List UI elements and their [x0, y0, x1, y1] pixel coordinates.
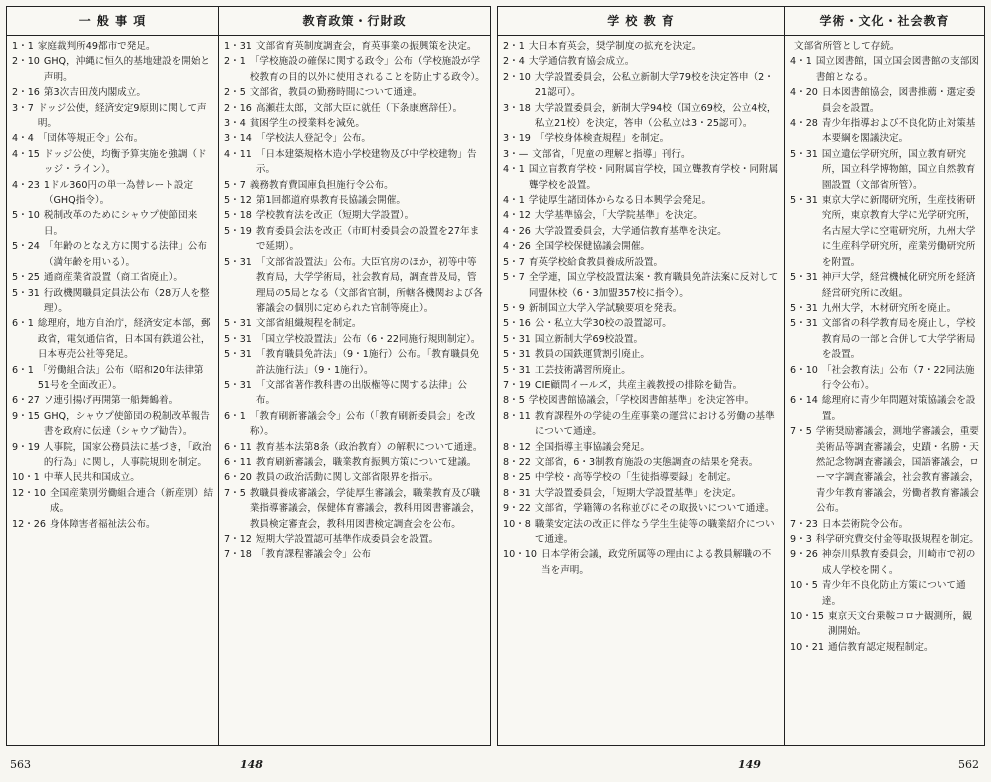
- chronology-entry: [12, 270, 214, 285]
- entry-text: 「年齢のとなえ方に関する法律」公布（満年齢を用いる）。: [43, 241, 207, 268]
- entry-date: 8・25: [503, 472, 531, 484]
- chronology-entry: [503, 70, 780, 101]
- entry-date: 10・5: [790, 580, 818, 592]
- entry-date: 9・19: [12, 441, 40, 453]
- entry-text: ドッジ公使，経済安定9原則に関して声明。: [37, 102, 207, 130]
- entry-date: 5・31: [224, 333, 252, 345]
- entry-text: 日本芸術院令公布。: [821, 518, 909, 530]
- entry-text: 1ドル360円の単一為替レート設定（GHQ指令）。: [43, 179, 194, 207]
- entry-date: 5・16: [503, 318, 531, 330]
- entry-text: 文部省，6・3制教育施設の実態調査の結果を発表。: [534, 456, 759, 468]
- entry-date: 6・1: [12, 364, 34, 376]
- left-page: [6, 6, 491, 746]
- entry-text: 職業安定法の改正に伴なう学生生徒等の職業紹介について通達。: [534, 518, 775, 545]
- entry-date: 5・31: [12, 287, 40, 299]
- chronology-entry: [503, 316, 780, 331]
- page-number: 148: [240, 758, 263, 771]
- entry-date: 5・18: [224, 210, 252, 222]
- chronology-entry: [503, 54, 780, 69]
- entry-text: 教育委員会法を改正（市町村委員会の設置を27年まで延期）。: [255, 225, 480, 253]
- entry-text: 大学設置委員会，公私立新制大学79校を決定答申（2・21認可）。: [534, 71, 774, 99]
- entry-text: 国立図書館，国立国会図書館の支部図書館となる。: [815, 56, 979, 83]
- entry-date: 9・22: [503, 503, 531, 515]
- entry-date: 9・15: [12, 410, 40, 422]
- entry-date: 5・9: [503, 302, 525, 314]
- entry-date: 5・7: [503, 256, 525, 268]
- entry-date: 4・1: [503, 164, 525, 176]
- entry-list: [785, 36, 984, 655]
- entry-date: 8・31: [503, 487, 531, 499]
- entry-text: 新制国立大学入学試験要項を発表。: [528, 302, 683, 314]
- entry-date: 8・5: [503, 395, 525, 407]
- entry-list: [7, 36, 218, 532]
- entry-date: 4・15: [12, 148, 40, 160]
- entry-text: 総理府に青少年問題対策協議会を設置。: [821, 395, 976, 422]
- entry-date: 3・18: [503, 102, 531, 114]
- entry-text: CIE顧問イールズ，共産主義教授の排除を勧告。: [534, 379, 743, 391]
- entry-text: 公・私立大学30校の設置認可。: [534, 318, 672, 330]
- entry-date: 3・14: [224, 133, 252, 145]
- chronology-entry: [224, 208, 486, 223]
- chronology-entry: [790, 393, 980, 424]
- entry-date: 4・12: [503, 210, 531, 222]
- chronology-entry: [12, 363, 214, 394]
- entry-text: 教育基本法第8条（政治教育）の解釈について通達。: [255, 441, 483, 453]
- entry-date: 7・23: [790, 518, 818, 530]
- entry-date: 5・31: [224, 318, 252, 330]
- chronology-entry: [224, 255, 486, 317]
- chronology-entry: [503, 501, 780, 516]
- entry-text: 国立新制大学69校設置。: [534, 333, 644, 345]
- entry-date: 4・20: [790, 87, 818, 99]
- entry-text: 文部省組織規程を制定。: [255, 318, 362, 330]
- chronology-entry: [12, 54, 214, 85]
- entry-date: 5・31: [224, 256, 252, 268]
- entry-text: 文部省，教員の勤務時間について通達。: [249, 87, 423, 99]
- entry-date: 4・1: [503, 195, 525, 207]
- entry-text: 「学校法人登記令」公布。: [255, 133, 372, 145]
- entry-date: 9・3: [790, 534, 812, 545]
- entry-date: 4・1: [790, 56, 812, 68]
- entry-text: 教職員養成審議会，学徒厚生審議会，職業教育及び職業指導審議会，保健体育審議会，教科用図書審議会，教員検定審査会，教科用図書検定調査会を公布。: [249, 487, 481, 530]
- entry-date: 10・15: [790, 611, 825, 623]
- chronology-entry: [790, 424, 980, 516]
- entry-date: 6・11: [224, 456, 252, 468]
- chronology-entry: [224, 193, 486, 208]
- entry-date: 5・25: [12, 272, 40, 284]
- entry-text: ドッジ公使，均衡予算実施を強調（ドッジ・ライン）。: [43, 148, 207, 176]
- chronology-entry: [224, 39, 486, 54]
- entry-text: 「団体等規正令」公布。: [37, 133, 144, 145]
- chronology-entry: [503, 393, 780, 408]
- entry-text: 神奈川県教育委員会，川崎市で初の成人学校を開く。: [821, 549, 976, 576]
- chronology-entry: [503, 455, 780, 470]
- entry-date: 7・12: [224, 534, 252, 545]
- entry-date: 7・19: [503, 379, 531, 391]
- entry-date: 5・19: [224, 225, 252, 237]
- entry-date: 7・5: [790, 426, 812, 438]
- entry-text: 文部省の科学教育局を廃止し，学校教育局の一部と合併して大学学術局を設置。: [821, 318, 976, 361]
- chronology-entry: [503, 332, 780, 347]
- chronology-entry: [503, 301, 780, 316]
- chronology-entry: [503, 147, 780, 162]
- chronology-entry: [503, 470, 780, 485]
- entry-text: 第1回都道府県教育長協議会開催。: [255, 195, 406, 207]
- entry-text: 大日本育英会，奨学制度の拡充を決定。: [528, 41, 702, 52]
- chronology-entry: [12, 208, 214, 239]
- entry-text: 大学通信教育協会成立。: [528, 56, 635, 68]
- entry-text: 「学校身体検査規程」を制定。: [534, 133, 670, 145]
- entry-date: 10・8: [503, 518, 531, 530]
- entry-list: [219, 36, 490, 563]
- entry-text: 青少年不良化防止方策について通達。: [821, 580, 966, 607]
- entry-text: 「学校施設の確保に関する政令」公布（学校施設が学校教育の目的以外に使用されることを防止する政令）。: [249, 56, 485, 83]
- entry-date: 5・31: [503, 364, 531, 376]
- chronology-entry: [12, 316, 214, 362]
- entry-text: 大学設置委員会，大学通信教育基準を決定。: [534, 225, 727, 237]
- entry-date: 6・27: [12, 395, 40, 407]
- entry-text: 全国指導主事協議会発足。: [534, 441, 651, 453]
- entry-date: 5・10: [12, 210, 40, 222]
- chronology-entry: [503, 39, 780, 54]
- chronology-entry: [224, 131, 486, 146]
- page-number: 562: [958, 758, 979, 771]
- entry-date: 1・31: [224, 41, 252, 52]
- chronology-entry: [224, 347, 486, 378]
- general-affairs-column: [7, 7, 218, 745]
- entry-date: 5・31: [790, 272, 818, 284]
- entry-text: 大学基準協会，「大学院基準」を決定。: [534, 210, 703, 222]
- entry-date: 5・12: [224, 195, 252, 207]
- entry-date: 8・22: [503, 456, 531, 468]
- entry-text: 身体障害者福祉法公布。: [50, 518, 156, 530]
- entry-text: 日本学術会議，政党所属等の理由による教員解職の不当を声明。: [541, 549, 772, 576]
- culture-social-education-column: [784, 7, 984, 745]
- entry-date: 5・7: [503, 272, 525, 284]
- entry-date: 5・7: [224, 179, 246, 191]
- chronology-entry: [224, 409, 486, 440]
- entry-date: 5・31: [224, 379, 252, 391]
- chronology-entry: [224, 178, 486, 193]
- entry-text: 育英学校給食教員養成所設置。: [528, 256, 664, 268]
- entry-date: 4・4: [12, 133, 34, 145]
- entry-date: 3・7: [12, 102, 34, 114]
- chronology-entry: [224, 316, 486, 331]
- chronology-entry: [12, 85, 214, 100]
- entry-text: GHQ，シャウプ使節団の税制改革報告書を政府に伝達（シャウプ勧告）。: [43, 410, 210, 438]
- chronology-entry: [790, 193, 980, 270]
- entry-text: 通信教育認定規程制定。: [828, 641, 934, 653]
- entry-text: 教育刷新審議会，職業教育振興方策について建議。: [255, 456, 477, 468]
- chronology-entry: [12, 486, 214, 517]
- school-education-column: [498, 7, 784, 745]
- column-header: 一 般 事 項: [7, 7, 218, 36]
- chronology-entry: [224, 378, 486, 409]
- chronology-entry: [224, 440, 486, 455]
- chronology-entry: [503, 208, 780, 223]
- entry-date: 3・—: [503, 148, 529, 160]
- chronology-entry: [790, 517, 980, 532]
- chronology-entry: [224, 332, 486, 347]
- chronology-entry: [12, 178, 214, 209]
- entry-date: 6・11: [224, 441, 252, 453]
- entry-date: 7・5: [224, 487, 246, 499]
- entry-date: 9・26: [790, 549, 818, 561]
- entry-text: 第3次吉田茂内閣成立。: [43, 87, 146, 99]
- chronology-entry: [790, 316, 980, 362]
- entry-text: 青少年指導および不良化防止対策基本要綱を閣議決定。: [821, 118, 976, 145]
- chronology-entry: [790, 532, 980, 547]
- entry-date: 4・26: [503, 241, 531, 253]
- chronology-entry: [503, 193, 780, 208]
- entry-text: 学術奨励審議会，測地学審議会，重要美術品等調査審議会，史蹟・名勝・天然記念物調査審議会，国語審議会，ローマ字調査審議会，社会教育審議会，青少年教育審議会，労働者教育審議会公布。: [815, 426, 979, 515]
- chronology-entry: [503, 440, 780, 455]
- entry-text: 通商産業省設置（商工省廃止）。: [43, 272, 184, 284]
- chronology-entry: [503, 409, 780, 440]
- chronology-entry: [790, 116, 980, 147]
- entry-date: 6・1: [12, 318, 34, 330]
- entry-text: 学校図書館協議会，「学校図書館基準」を決定答申。: [528, 395, 755, 407]
- entry-date: 2・10: [12, 56, 40, 68]
- chronology-entry: [224, 486, 486, 532]
- chronology-entry: [12, 286, 214, 317]
- chronology-entry: [503, 101, 780, 132]
- chronology-entry: [12, 101, 214, 132]
- chronology-entry: [12, 393, 214, 408]
- entry-text: 大学設置委員会，新制大学94校（国立69校，公立4校，私立21校）を決定，答申（公私立は3・25認可）。: [534, 102, 777, 130]
- page-number: 563: [10, 758, 31, 771]
- entry-text: 家庭裁判所49都市で発足。: [37, 41, 156, 52]
- entry-date: 2・16: [12, 87, 40, 99]
- entry-text: 全国産業別労働組合連合（新産別）結成。: [50, 487, 214, 515]
- chronology-entry: [503, 517, 780, 548]
- chronology-entry: [790, 301, 980, 316]
- entry-date: 2・5: [224, 87, 246, 99]
- entry-date: 4・23: [12, 179, 40, 191]
- entry-date: 10・10: [503, 549, 538, 561]
- chronology-entry: [12, 517, 214, 532]
- column-header: 学 校 教 育: [498, 7, 784, 36]
- entry-date: 10・1: [12, 472, 40, 484]
- entry-text: 日本図書館協会，図書推薦・選定委員会を設置。: [821, 87, 976, 114]
- chronology-entry: [790, 147, 980, 193]
- entry-text: 文部省，「児童の理解と指導」刊行。: [532, 148, 691, 160]
- chronology-entry: [224, 147, 486, 178]
- entry-text: 文部省，学籍簿の名称並びにその取扱いについて通達。: [534, 503, 775, 515]
- entry-date: 4・28: [790, 118, 818, 130]
- chronology-entry: [790, 363, 980, 394]
- entry-text: 短期大学設置認可基準作成委員会を設置。: [255, 534, 439, 545]
- chronology-entry: [224, 85, 486, 100]
- chronology-entry: [224, 101, 486, 116]
- chronology-entry: [12, 440, 214, 471]
- chronology-entry: [224, 532, 486, 547]
- entry-text: 学徒厚生諸団体からなる日本興学会発足。: [528, 195, 712, 207]
- entry-date: 1・1: [12, 41, 34, 52]
- education-policy-column: [218, 7, 490, 745]
- entry-text: 教員の政治活動に関し文部省限界を指示。: [255, 472, 439, 484]
- chronology-entry: [224, 470, 486, 485]
- entry-date: 5・31: [503, 333, 531, 345]
- column-header: 教育政策・行財政: [219, 7, 490, 36]
- entry-text: 行政機関職員定員法公布（28万人を整理）。: [43, 287, 210, 314]
- entry-text: 東京大学に新聞研究所，生産技術研究所，東京教育大学に光学研究所，名古屋大学に空電研究所，九州大学に生産科学研究所，産業労働研究所を附置。: [821, 195, 976, 268]
- entry-text: 義務教育費国庫負担施行令公布。: [249, 179, 394, 191]
- entry-text: 国立遺伝学研究所，国立教育研究所，国立科学博物館，国立自然教育園設置（文部省所管）。: [821, 148, 976, 191]
- entry-date: 2・4: [503, 56, 525, 68]
- chronology-entry: [790, 270, 980, 301]
- entry-text: 神戸大学，経営機械化研究所を経済経営研究所に改組。: [821, 272, 976, 299]
- chronology-entry: [503, 347, 780, 362]
- chronology-entry: [12, 470, 214, 485]
- chronology-entry: [224, 54, 486, 85]
- chronology-entry: [12, 409, 214, 440]
- entry-date: 8・11: [503, 410, 531, 422]
- entry-text: 「日本建築規格木造小学校建物及び中学校建物」告示。: [255, 148, 477, 176]
- chronology-entry: [790, 39, 980, 54]
- chronology-entry: [224, 547, 486, 562]
- chronology-entry: [12, 239, 214, 270]
- entry-text: 人事院，国家公務員法に基づき，「政治的行為」に関し，人事院規則を制定。: [43, 441, 212, 468]
- chronology-entry: [224, 224, 486, 255]
- entry-date: 5・31: [790, 318, 818, 330]
- entry-text: 教育課程外の学徒の生産事業の運営における労働の基準について通達。: [534, 410, 775, 438]
- entry-text: 中華人民共和国成立。: [43, 472, 140, 484]
- page-number: 149: [738, 758, 761, 771]
- entry-text: 教員の国鉄運賃割引廃止。: [534, 349, 651, 361]
- entry-text: 全学連，国立学校設置法案・教育職員免許法案に反対して同盟休校（6・3加盟357校に指令）。: [528, 272, 779, 299]
- entry-date: 2・1: [503, 41, 525, 52]
- chronology-entry: [12, 147, 214, 178]
- entry-text: 全国学校保健協議会開催。: [534, 241, 651, 253]
- entry-text: 「国立学校設置法」公布（6・22同施行規則制定）。: [255, 333, 481, 345]
- entry-date: 5・31: [790, 195, 818, 207]
- entry-text: 「労働組合法」公布（昭和20年法律第51号を全面改正）。: [37, 364, 204, 391]
- entry-text: 九州大学，木材研究所を廃止。: [821, 302, 957, 314]
- entry-text: 高瀬荘太郎，文部大臣に就任（下条康麿辞任）。: [255, 102, 463, 114]
- chronology-entry: [12, 131, 214, 146]
- entry-date: 2・10: [503, 71, 531, 83]
- entry-text: 東京天文台乗鞍コロナ観測所，観測開始。: [828, 611, 972, 638]
- entry-date: 3・4: [224, 118, 246, 130]
- entry-text: 税制改革のためにシャウプ使節団来日。: [43, 210, 198, 237]
- entry-date: 6・20: [224, 472, 252, 484]
- entry-text: 国立盲教育学校・同附属盲学校，国立聾教育学校・同附属聾学校を設置。: [528, 164, 779, 191]
- chronology-entry: [790, 578, 980, 609]
- entry-date: 5・31: [503, 349, 531, 361]
- entry-text: 文部省育英制度調査会，育英事業の振興策を決定。: [255, 41, 477, 52]
- entry-date: 8・12: [503, 441, 531, 453]
- entry-text: 科学研究費交付金等取扱規程を制定。: [815, 534, 979, 545]
- right-page: [497, 6, 985, 746]
- entry-date: 2・1: [224, 56, 246, 68]
- entry-date: 6・14: [790, 395, 818, 407]
- entry-date: 3・19: [503, 133, 531, 145]
- chronology-entry: [790, 85, 980, 116]
- entry-text: 「社会教育法」公布（7・22同法施行令公布）。: [821, 364, 975, 391]
- entry-date: 5・31: [224, 349, 252, 361]
- entry-date: 6・1: [224, 410, 246, 422]
- entry-text: 大学設置委員会，「短期大学設置基準」を決定。: [534, 487, 742, 499]
- chronology-entry: [503, 255, 780, 270]
- chronology-entry: [503, 224, 780, 239]
- chronology-entry: [12, 39, 214, 54]
- chronology-entry: [503, 239, 780, 254]
- chronology-entry: [503, 547, 780, 578]
- entry-date: 6・10: [790, 364, 818, 376]
- entry-text: 「文部省設置法」公布。大臣官房のほか，初等中等教育局，大学学術局，社会教育局，調査普及局，管理局の5局となる（文部省官制，所轄各機関および各審議会の個別に定められた官制等廃止）。: [255, 256, 483, 314]
- chronology-entry: [503, 378, 780, 393]
- entry-text: 工芸技術講習所廃止。: [534, 364, 631, 376]
- chronology-entry: [503, 363, 780, 378]
- entry-text: GHQ，沖縄に恒久的基地建設を開始と声明。: [43, 56, 211, 83]
- chronology-entry: [503, 162, 780, 193]
- entry-text: 「教育刷新審議会令」公布（「教育刷新委員会」を改称）。: [249, 410, 476, 438]
- entry-text: 中学校・高等学校の「生徒指導要録」を制定。: [534, 472, 737, 484]
- entry-date: 10・21: [790, 641, 825, 653]
- entry-text: ソ連引揚げ再開第一船舞鶴着。: [43, 395, 179, 407]
- entry-text: 学校教育法を改正（短期大学設置）。: [255, 210, 415, 222]
- entry-date: 4・11: [224, 148, 252, 160]
- entry-date: 12・10: [12, 487, 47, 499]
- chronology-entry: [503, 131, 780, 146]
- entry-text: 「教育職員免許法」（9・1施行）公布。「教育職員免許法施行法」（9・1施行）。: [255, 349, 480, 376]
- entry-date: 5・31: [790, 302, 818, 314]
- chronology-entry: [224, 455, 486, 470]
- chronology-entry: [503, 270, 780, 301]
- entry-date: 5・31: [790, 148, 818, 160]
- column-header: 学術・文化・社会教育: [785, 7, 984, 36]
- chronology-entry: [224, 116, 486, 131]
- entry-text: 文部省所管として存続。: [794, 41, 900, 52]
- chronology-entry: [503, 486, 780, 501]
- chronology-entry: [790, 640, 980, 655]
- entry-date: 12・26: [12, 518, 47, 530]
- entry-text: 総理府，地方自治庁，経済安定本部，郵政省，電気通信省，日本国有鉄道公社，日本専売公社等発足。: [37, 318, 211, 361]
- entry-text: 「文部省著作教科書の出版権等に関する法律」公布。: [255, 379, 467, 407]
- entry-date: 2・16: [224, 102, 252, 114]
- chronology-entry: [790, 54, 980, 85]
- chronology-entry: [790, 609, 980, 640]
- entry-date: 7・18: [224, 549, 252, 561]
- entry-text: 「教育課程審議会令」公布: [255, 549, 372, 561]
- entry-date: 5・24: [12, 241, 40, 253]
- entry-list: [498, 36, 784, 578]
- entry-text: 貧困学生の授業料を減免。: [249, 118, 365, 130]
- chronology-entry: [790, 547, 980, 578]
- entry-date: 4・26: [503, 225, 531, 237]
